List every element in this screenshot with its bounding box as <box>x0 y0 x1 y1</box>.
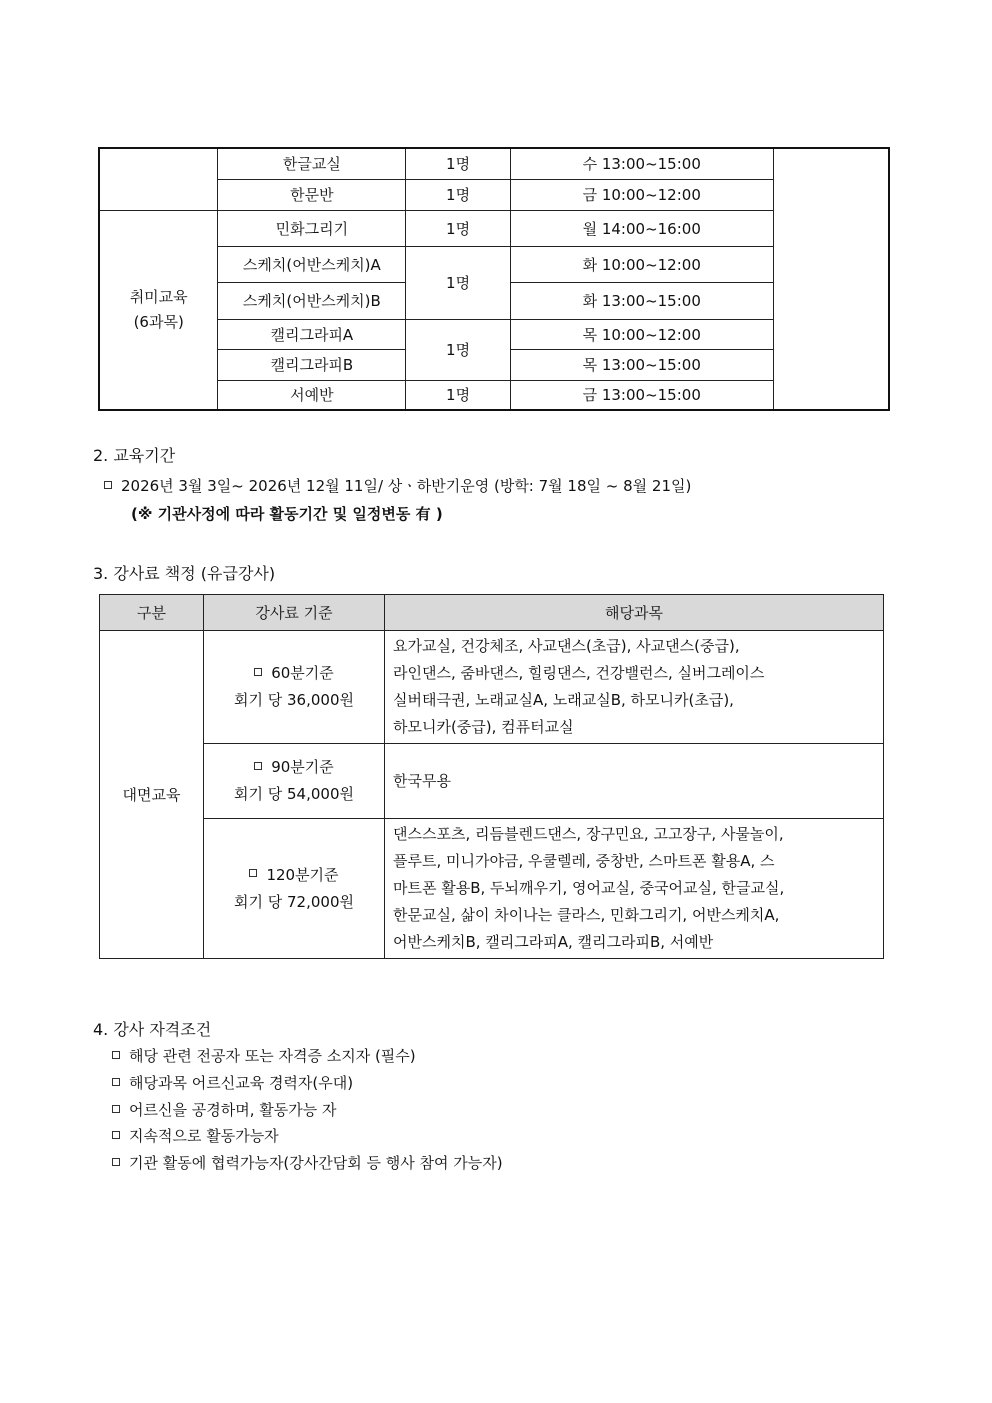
table-row <box>100 631 884 744</box>
fee-table <box>99 594 884 959</box>
bullet-icon <box>112 1158 120 1166</box>
column-header: 구분 <box>100 595 204 631</box>
list-item: 해당과목 어르신교육 경력자(우대) <box>112 1072 353 1093</box>
course-cell: 서예반 <box>218 380 406 410</box>
period-note: (※ 기관사정에 따라 활동기간 및 일정변동 有 ) <box>131 505 443 523</box>
count-cell: 1명 <box>406 246 510 319</box>
column-header: 해당과목 <box>385 595 884 631</box>
bullet-icon <box>112 1105 120 1113</box>
count-cell: 1명 <box>406 210 510 246</box>
course-cell: 캘리그라피B <box>218 349 406 380</box>
table-header-row <box>100 595 884 631</box>
count-cell: 1명 <box>406 380 510 410</box>
count-cell: 1명 <box>406 148 510 179</box>
count-cell: 1명 <box>406 179 510 210</box>
bullet-icon <box>249 869 257 877</box>
time-cell: 월 14:00~16:00 <box>510 210 773 246</box>
course-cell: 스케치(어반스케치)A <box>218 246 406 282</box>
standard-cell: 60분기준 회기 당 36,000원 <box>204 631 385 744</box>
category-label: 취미교육 <box>129 287 188 306</box>
section-heading-period: 2. 교육기간 <box>93 446 176 465</box>
table-row <box>99 179 889 210</box>
time-cell: 화 10:00~12:00 <box>510 246 773 282</box>
section-heading-fee: 3. 강사료 책정 (유급강사) <box>93 564 276 583</box>
note-cell <box>773 148 889 410</box>
category-sublabel: (6과목) <box>133 312 184 331</box>
list-item: 어르신을 공경하며, 활동가능 자 <box>112 1099 336 1120</box>
subjects-cell: 한국무용 <box>385 744 884 819</box>
bullet-icon <box>104 481 112 489</box>
subjects-cell: 요가교실, 건강체조, 사교댄스(초급), 사교댄스(중급), 라인댄스, 줌바댄스, 힐링댄스, 건강밸런스, 실버그레이스 실버태극권, 노래교실A, 노래교실B, 하모니카(초급), 하모니카(중급), 컴퓨터교실 <box>385 631 884 744</box>
course-cell: 스케치(어반스케치)B <box>218 282 406 319</box>
table-row <box>100 744 884 819</box>
period-line: 2026년 3월 3일~ 2026년 12월 11일/ 상ㆍ하반기운영 (방학: 7월 18일 ~ 8월 21일) <box>104 475 691 496</box>
subjects-cell: 댄스스포츠, 리듬블렌드댄스, 장구민요, 고고장구, 사물놀이, 플루트, 미니가야금, 우쿨렐레, 중창반, 스마트폰 활용A, 스 마트폰 활용B, 두뇌깨우기, 영어교실, 중국어교실, 한글교실, 한문교실, 삶이 차이나는 클라스, 민화그리기, 어반스케치A, 어반스케치B, 캘리그라피A, 캘리그라피B, 서예반 <box>385 819 884 959</box>
table-row <box>99 246 889 282</box>
list-item: 지속적으로 활동가능자 <box>112 1125 279 1146</box>
time-cell: 목 13:00~15:00 <box>510 349 773 380</box>
standard-cell: 90분기준 회기 당 54,000원 <box>204 744 385 819</box>
list-item: 기관 활동에 협력가능자(강사간담회 등 행사 참여 가능자) <box>112 1152 503 1173</box>
bullet-icon <box>112 1078 120 1086</box>
time-cell: 목 10:00~12:00 <box>510 319 773 349</box>
time-cell: 금 13:00~15:00 <box>510 380 773 410</box>
course-cell: 한글교실 <box>218 148 406 179</box>
table-row <box>100 819 884 959</box>
category-cell: 대면교육 <box>100 631 204 959</box>
table-row <box>99 380 889 410</box>
bullet-icon <box>254 762 262 770</box>
count-cell: 1명 <box>406 319 510 380</box>
table-row <box>99 148 889 179</box>
section-heading-qualifications: 4. 강사 자격조건 <box>93 1020 212 1039</box>
column-header: 강사료 기준 <box>204 595 385 631</box>
time-cell: 화 13:00~15:00 <box>510 282 773 319</box>
category-cell <box>99 210 218 410</box>
course-cell: 캘리그라피A <box>218 319 406 349</box>
bullet-icon <box>112 1131 120 1139</box>
category-cell <box>99 148 218 210</box>
bullet-icon <box>254 668 262 676</box>
schedule-table <box>98 147 890 411</box>
time-cell: 금 10:00~12:00 <box>510 179 773 210</box>
table-row <box>99 319 889 349</box>
course-cell: 민화그리기 <box>218 210 406 246</box>
time-cell: 수 13:00~15:00 <box>510 148 773 179</box>
bullet-icon <box>112 1051 120 1059</box>
table-row <box>99 210 889 246</box>
list-item: 해당 관련 전공자 또는 자격증 소지자 (필수) <box>112 1045 416 1066</box>
course-cell: 한문반 <box>218 179 406 210</box>
standard-cell: 120분기준 회기 당 72,000원 <box>204 819 385 959</box>
